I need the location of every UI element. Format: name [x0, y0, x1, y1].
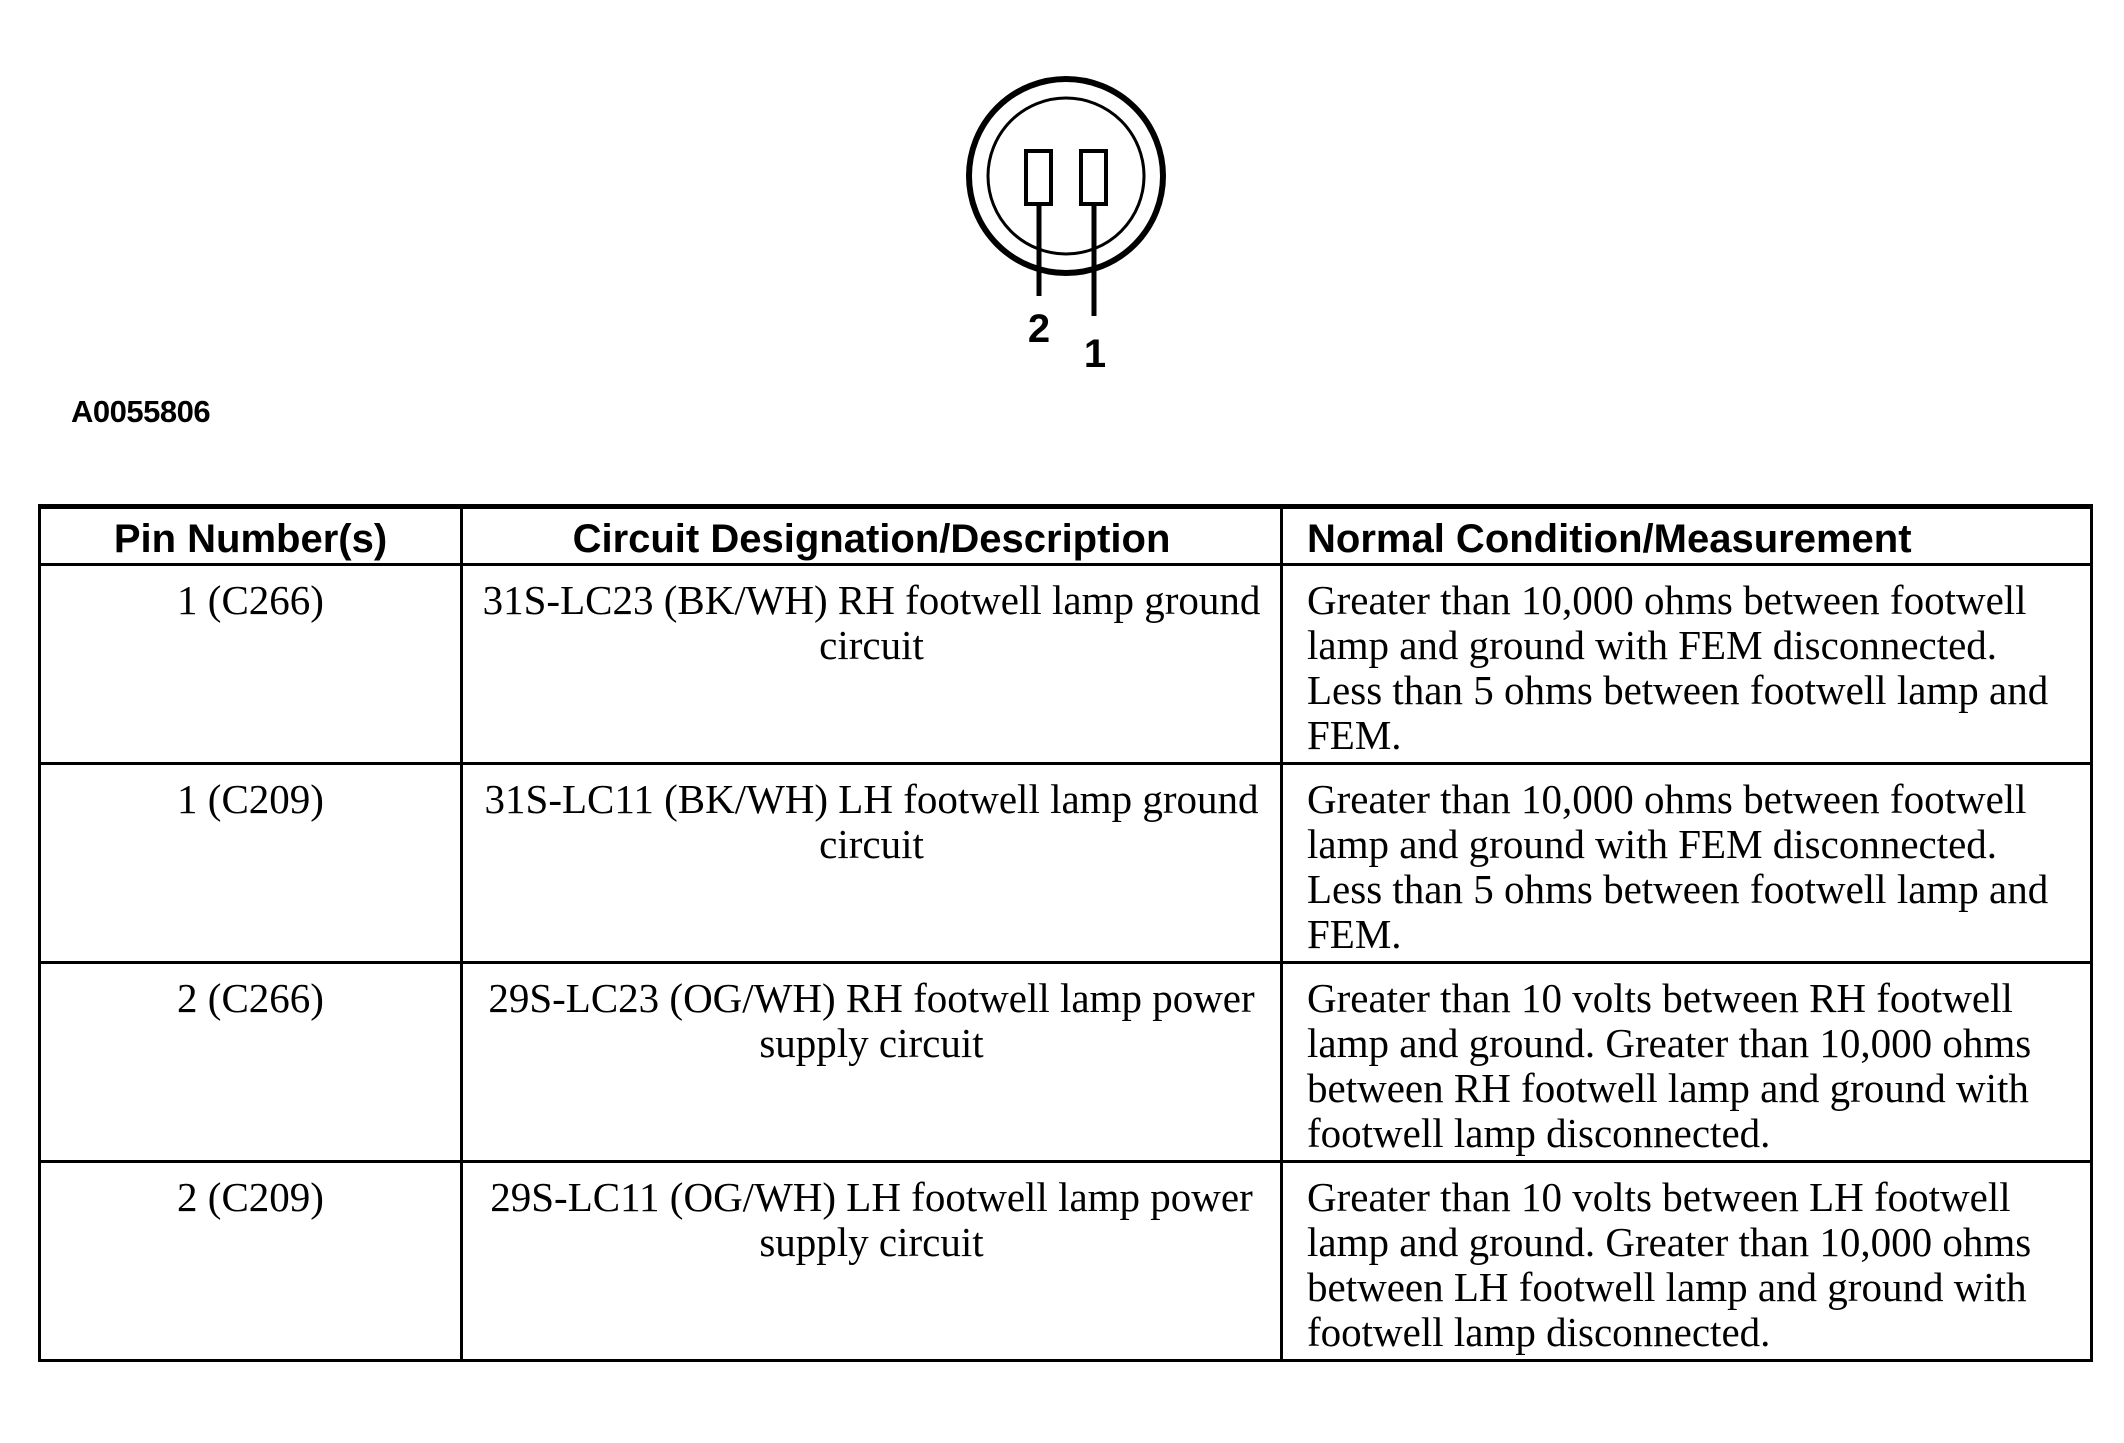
pin-2-label: 2: [1027, 307, 1051, 351]
pin-1-terminal: [1081, 151, 1106, 204]
table-row: [40, 1162, 2092, 1361]
table-row: [40, 565, 2092, 764]
description-cell: 31S-LC23 (BK/WH) RH footwell lamp ground circuit: [462, 565, 1282, 764]
measurement-cell: Greater than 10,000 ohms between footwell lamp and ground with FEM disconnected. Less than 5 ohms between footwell lamp and FEM.: [1282, 565, 2092, 764]
description-cell: 29S-LC11 (OG/WH) LH footwell lamp power supply circuit: [462, 1162, 1282, 1361]
measurement-cell: Greater than 10 volts between RH footwell lamp and ground. Greater than 10,000 ohms between RH footwell lamp and ground with footwell lamp disconnected.: [1282, 963, 2092, 1162]
description-cell: 29S-LC23 (OG/WH) RH footwell lamp power supply circuit: [462, 963, 1282, 1162]
connector-outer-ring: [969, 79, 1163, 273]
connector-face-diagram: [0, 0, 2124, 380]
header-normal-condition: Normal Condition/Measurement: [1282, 507, 2092, 565]
description-cell: 31S-LC11 (BK/WH) LH footwell lamp ground circuit: [462, 764, 1282, 963]
measurement-cell: Greater than 10 volts between LH footwell lamp and ground. Greater than 10,000 ohms between LH footwell lamp and ground with footwell lamp disconnected.: [1282, 1162, 2092, 1361]
measurement-cell: Greater than 10,000 ohms between footwell lamp and ground with FEM disconnected. Less than 5 ohms between footwell lamp and FEM.: [1282, 764, 2092, 963]
pin-cell: 1 (C209): [40, 764, 462, 963]
pin-cell: 2 (C209): [40, 1162, 462, 1361]
connector-inner-ring: [988, 98, 1144, 254]
pin-2-terminal: [1026, 151, 1051, 204]
figure-id: A0055806: [71, 394, 211, 429]
pin-measurement-table: [38, 504, 2093, 1362]
pin-1-label: 1: [1083, 332, 1107, 376]
pin-cell: 2 (C266): [40, 963, 462, 1162]
header-circuit-description: Circuit Designation/Description: [462, 507, 1282, 565]
table-row: [40, 764, 2092, 963]
header-pin-numbers: Pin Number(s): [40, 507, 462, 565]
pin-cell: 1 (C266): [40, 565, 462, 764]
table-row: [40, 963, 2092, 1162]
table-header-row: [40, 507, 2092, 565]
